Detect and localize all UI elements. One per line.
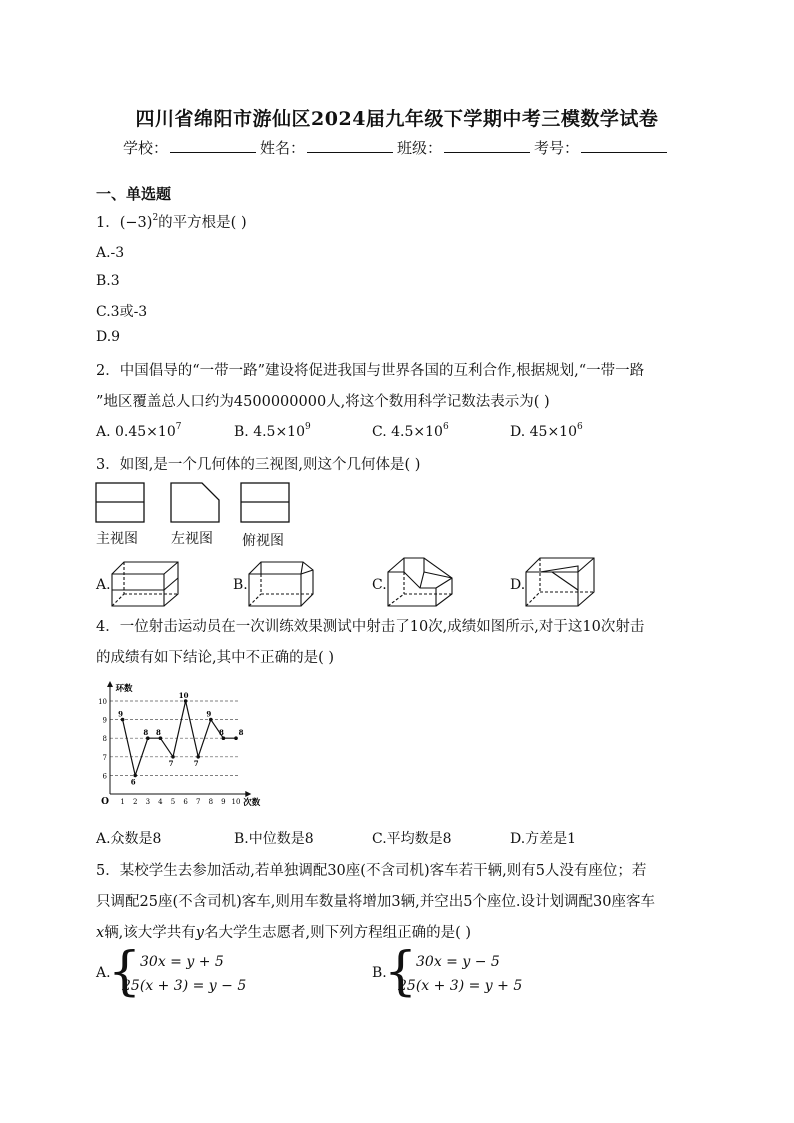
q2-line-1: 2．中国倡导的“一带一路”建设将促进我国与世界各国的互利合作,根据规划,“一带一路	[96, 363, 645, 379]
series-line	[123, 701, 236, 775]
front-view-figure	[96, 483, 144, 522]
x-axis-label: 次数	[243, 798, 261, 808]
section-title: 一、单选题	[96, 185, 172, 203]
name-blank[interactable]	[307, 138, 393, 153]
q5-option-a-letter[interactable]: A.	[96, 965, 111, 981]
front-view-label: 主视图	[96, 531, 138, 547]
y-tick-label-8: 8	[102, 735, 107, 744]
q2-option-c[interactable]	[372, 424, 449, 440]
three-views-figure	[94, 480, 294, 526]
q5-option-a-eq1: 30x = y + 5	[140, 954, 224, 970]
q3-option-a-solid[interactable]	[108, 556, 184, 610]
exam-number-blank[interactable]	[581, 138, 667, 153]
shooting-score-chart	[96, 676, 286, 812]
x-axis-arrow	[245, 791, 251, 797]
data-label-10: 8	[238, 728, 244, 738]
student-info-line	[0, 137, 794, 158]
q5-var-y: y	[195, 925, 204, 941]
q2-option-a-exp: 7	[175, 422, 182, 432]
y-tick-label-6: 6	[102, 772, 107, 781]
q1-option-c[interactable]: C.3或-3	[96, 304, 148, 320]
data-label-3: 8	[143, 728, 149, 738]
x-tick-label-9: 9	[221, 798, 226, 806]
q3-stem: 3．如图,是一个几何体的三视图,则这个几何体是( )	[96, 457, 421, 473]
q1-exponent: 2	[152, 213, 159, 223]
q5-option-b-letter[interactable]: B.	[372, 965, 387, 981]
q5-option-a-eq2: 25(x + 3) = y − 5	[122, 978, 247, 994]
q5-option-b-brace: {	[384, 942, 418, 1002]
data-label-9: 8	[218, 728, 224, 738]
q5-option-b-eq1: 30x = y − 5	[416, 954, 500, 970]
q2-option-b-base: B. 4.5×10	[234, 424, 305, 440]
x-tick-label-7: 7	[195, 798, 201, 806]
q4-option-c[interactable]: C.平均数是8	[372, 831, 452, 847]
class-label: 班级：	[397, 139, 443, 157]
x-tick-label-10: 10	[231, 798, 241, 806]
origin-label: O	[101, 797, 109, 807]
q4-line-1: 4．一位射击运动员在一次训练效果测试中射击了10次,成绩如图所示,对于这10次射击	[96, 619, 645, 635]
q3-option-b-letter[interactable]: B.	[233, 577, 248, 593]
x-tick-label-5: 5	[170, 798, 176, 806]
q3-option-d-solid[interactable]	[522, 552, 602, 610]
q3-option-d-letter[interactable]: D.	[510, 577, 526, 593]
data-label-7: 7	[193, 758, 199, 768]
q2-option-c-base: C. 4.5×10	[372, 424, 443, 440]
q4-option-a[interactable]: A.众数是8	[96, 831, 162, 847]
q1-stem: 的平方根是( )	[158, 215, 247, 231]
school-label: 学校：	[122, 139, 168, 157]
q3-option-b-solid[interactable]	[245, 556, 321, 610]
q2-option-b-exp: 9	[305, 422, 311, 432]
data-label-8: 9	[206, 709, 212, 719]
page-title: 四川省绵阳市游仙区2024届九年级下学期中考三模数学试卷	[135, 108, 659, 130]
x-tick-label-8: 8	[208, 798, 214, 806]
q2-option-d-base: D. 45×10	[510, 424, 577, 440]
q3-option-a-letter[interactable]: A.	[96, 577, 111, 593]
data-label-5: 7	[168, 758, 174, 768]
q4-option-b[interactable]: B.中位数是8	[234, 831, 314, 847]
x-tick-label-3: 3	[145, 798, 151, 806]
data-label-4: 8	[155, 728, 161, 738]
q5-line-3	[96, 921, 471, 942]
q3-option-c-letter[interactable]: C.	[372, 577, 387, 593]
x-tick-label-2: 2	[132, 798, 138, 806]
q4-line-2: 的成绩有如下结论,其中不正确的是( )	[96, 650, 335, 666]
q1-number: 1．	[96, 215, 120, 231]
q5-var-x: x	[96, 925, 105, 941]
q1-option-d[interactable]: D.9	[96, 329, 121, 345]
y-tick-label-7: 7	[102, 753, 107, 762]
q5-line-3-post: 名大学生志愿者,则下列方程组正确的是( )	[204, 925, 472, 941]
school-blank[interactable]	[170, 138, 256, 153]
name-label: 姓名：	[259, 139, 305, 157]
question-1	[96, 211, 247, 232]
q2-option-b[interactable]	[234, 424, 311, 440]
q1-option-a[interactable]: A.-3	[96, 245, 125, 261]
q5-option-b-eq2: 25(x + 3) = y + 5	[398, 978, 523, 994]
data-label-2: 6	[130, 777, 136, 787]
y-axis-arrow	[107, 681, 113, 687]
x-tick-label-6: 6	[183, 798, 188, 806]
class-blank[interactable]	[444, 138, 530, 153]
y-axis-label: 环数	[115, 684, 133, 694]
q2-option-d-exp: 6	[577, 422, 583, 432]
data-point-10	[234, 736, 238, 740]
q2-option-c-exp: 6	[442, 422, 449, 432]
y-tick-label-10: 10	[98, 698, 107, 706]
q5-line-1: 5．某校学生去参加活动,若单独调配30座(不含司机)客车若干辆,则有5人没有座位；若	[96, 863, 647, 879]
x-tick-label-4: 4	[158, 798, 163, 806]
left-view-label: 左视图	[171, 531, 213, 547]
q2-line-2: ”地区覆盖总人口约为4500000000人,将这个数用科学记数法表示为( )	[96, 394, 550, 410]
q3-option-c-solid[interactable]	[384, 552, 460, 610]
x-tick-label-1: 1	[120, 798, 125, 806]
q2-option-a[interactable]	[96, 424, 181, 440]
q5-line-2: 只调配25座(不含司机)客车,则用车数量将增加3辆,并空出5个座位.设计划调配30座客车	[96, 894, 655, 910]
y-tick-label-9: 9	[102, 716, 107, 725]
data-label-1: 9	[118, 709, 124, 719]
q1-option-b[interactable]: B.3	[96, 273, 120, 289]
top-view-label: 俯视图	[242, 533, 284, 549]
data-label-6: 10	[178, 691, 189, 700]
exam-number-label: 考号：	[534, 139, 580, 157]
q5-option-a-brace: {	[108, 942, 142, 1002]
q2-option-d[interactable]	[510, 424, 583, 440]
q1-expression: (−3)	[119, 215, 153, 231]
top-view-figure	[241, 483, 289, 522]
q5-line-3-mid: 辆,该大学共有	[104, 925, 196, 941]
q2-option-a-base: A. 0.45×10	[96, 424, 176, 440]
q4-option-d[interactable]: D.方差是1	[510, 831, 577, 847]
left-view-figure	[171, 483, 219, 522]
